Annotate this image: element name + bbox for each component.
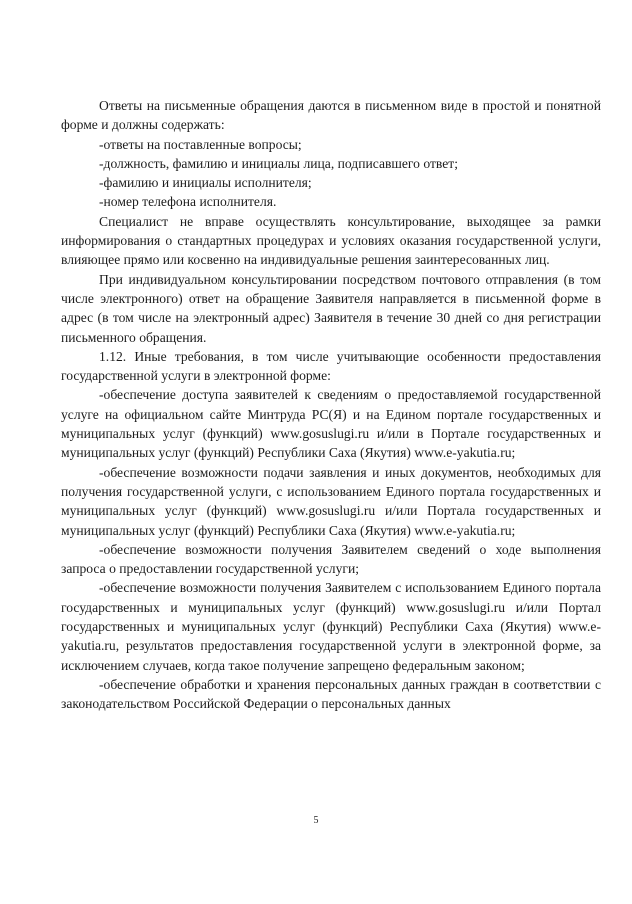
list-item-personal-data: -обеспечение обработки и хранения персональных данных граждан в соответствии с законодательством Российской Федерации о персональных данных (61, 676, 601, 712)
list-item-electronic-results: -обеспечение возможности получения Заявителем с использованием Единого портала государственных и муниципальных услуг (функций) www.gosuslugi.ru и/или Портал государственных и муниципальных услуг (функций) Республики Саха (Якутия) www.e-yakutia.ru, результатов предоставления государственной услуги в электронной форме, за исключением случаев, когда такое получение запрещено федеральным законом; (61, 580, 601, 673)
paragraph-response-requirements: Ответы на письменные обращения даются в письменном виде в простой и понятной форме и должны содержать: (61, 98, 601, 133)
document-body (61, 96, 601, 714)
list-item-executor-phone: -номер телефона исполнителя. (99, 194, 277, 210)
list-item-info-access: -обеспечение доступа заявителей к сведениям о предоставляемой государственной услуге на официальном сайте Минтруда РС(Я) и на Едином портале государственных и муниципальных услуг (функций) www.gosuslugi.ru и/или в Портале государственных и муниципальных услуг (функций) Республики Саха (Якутия) www.e-yakutia.ru; (61, 387, 601, 461)
list-item-executor-name: -фамилию и инициалы исполнителя; (99, 175, 312, 191)
section-heading-1-12: 1.12. Иные требования, в том числе учитывающие особенности предоставления государственной услуги в электронной форме: (61, 348, 601, 384)
list-item-application-submission: -обеспечение возможности подачи заявления и иных документов, необходимых для получения государственной услуги, с использованием Единого портала государственных и муниципальных услуг (функций) www.gosuslugi.ru и/или Портала государственных и муниципальных услуг (функций) Республики Саха (Якутия) www.e-yakutia.ru; (61, 464, 601, 538)
list-item-answers: -ответы на поставленные вопросы; (99, 136, 302, 152)
page-number: 5 (313, 815, 319, 826)
list-item-signer-position: -должность, фамилию и инициалы лица, подписавшего ответ; (99, 155, 459, 171)
paragraph-consulting-limits: Специалист не вправе осуществлять консультирование, выходящее за рамки информирования о стандартных процедурах и условиях оказания государственной услуги, влияющее прямо или косвенно на индивидуальные решения заинтересованных лиц. (61, 213, 601, 268)
list-item-request-status: -обеспечение возможности получения Заявителем сведений о ходе выполнения запроса о предоставлении государственной услуги; (61, 541, 601, 577)
paragraph-postal-consulting: При индивидуальном консультировании посредством почтового отправления (в том числе электронного) ответ на обращение Заявителя направляется в письменной форме в адрес (в том числе на электронный адрес) Заявителя в течение 30 дней со дня регистрации письменного обращения. (61, 271, 601, 345)
